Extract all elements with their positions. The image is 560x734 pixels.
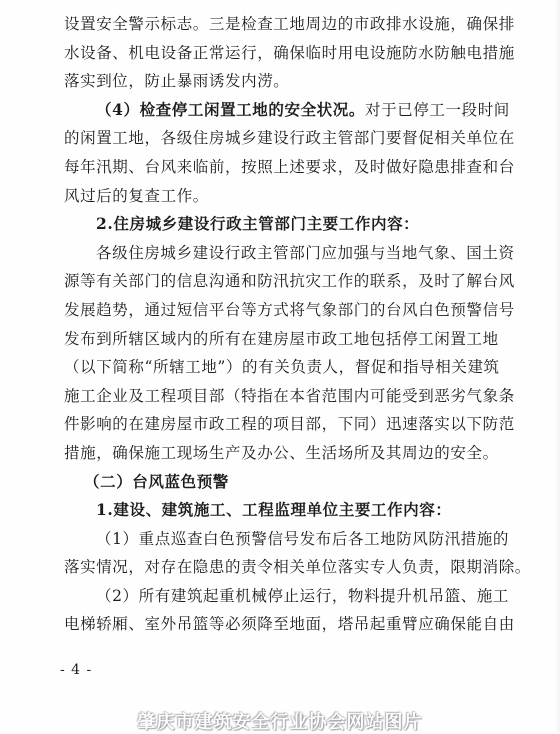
body-line: 源等有关部门的信息沟通和防汛抗灾工作的联系，及时了解台风 (64, 272, 515, 291)
body-line: （以下简称“所辖工地”）的有关负责人，督促和指导相关建筑 (64, 358, 500, 377)
page-number: - 4 - (60, 662, 93, 678)
body-line: （1）重点巡查白色预警信号发布后各工地防风防汛措施的 (96, 529, 509, 548)
body-line: 发展趋势，通过短信平台等方式将气象部门的台风白色预警信号 (64, 300, 515, 319)
body-line: 施工企业及工程项目部（特指在本省范围内可能受到恶劣气象条 (64, 386, 515, 405)
body-line: 设置安全警示标志。三是检查工地周边的市政排水设施，确保排 (64, 15, 515, 33)
subsection-line (64, 96, 510, 125)
body-line: 电梯轿厢、室外吊篮等必须降至地面，塔吊起重臂应确保能自由 (64, 615, 515, 634)
body-line: 件影响的在建房屋市政工程的项目部，下同）迅速落实以下防范 (64, 415, 515, 434)
document-body (64, 10, 531, 639)
body-line: 各级住房城乡建设行政主管部门应加强与当地气象、国土资 (96, 243, 515, 262)
section-heading: 2.住房城乡建设行政主管部门主要工作内容： (96, 214, 420, 234)
chapter-heading: （二）台风蓝色预警 (84, 471, 229, 491)
body-line: 落实到位，防止暴雨诱发内涝。 (64, 72, 290, 91)
subsection-text: 对于已停工一段时间 (365, 100, 510, 119)
body-line: 风过后的复查工作。 (64, 186, 209, 205)
body-line: 每年汛期、台风来临前，按照上述要求，及时做好隐患排查和台 (64, 157, 515, 176)
body-line: 水设备、机电设备正常运行，确保临时用电设施防水防触电措施 (64, 43, 515, 62)
body-line: 发布到所辖区域内的所有在建房屋市政工地包括停工闲置工地 (64, 329, 499, 348)
body-line: （2）所有建筑起重机械停止运行，物料提升机吊篮、施工 (96, 586, 509, 605)
body-line: 落实情况，对存在隐患的责令相关单位落实专人负责，限期消除。 (64, 558, 531, 577)
scan-edge-shadow (554, 0, 560, 732)
subsection-heading: （4）检查停工闲置工地的安全状况。 (96, 99, 365, 119)
body-line: 的闲置工地，各级住房城乡建设行政主管部门要督促相关单位在 (64, 129, 515, 148)
watermark-text: 肇庆市建筑安全行业协会网站图片 (137, 712, 423, 733)
body-line: 措施，确保施工现场生产及办公、生活场所及其周边的安全。 (64, 443, 499, 462)
section-heading: 1.建设、建筑施工、工程监理单位主要工作内容： (96, 500, 452, 520)
